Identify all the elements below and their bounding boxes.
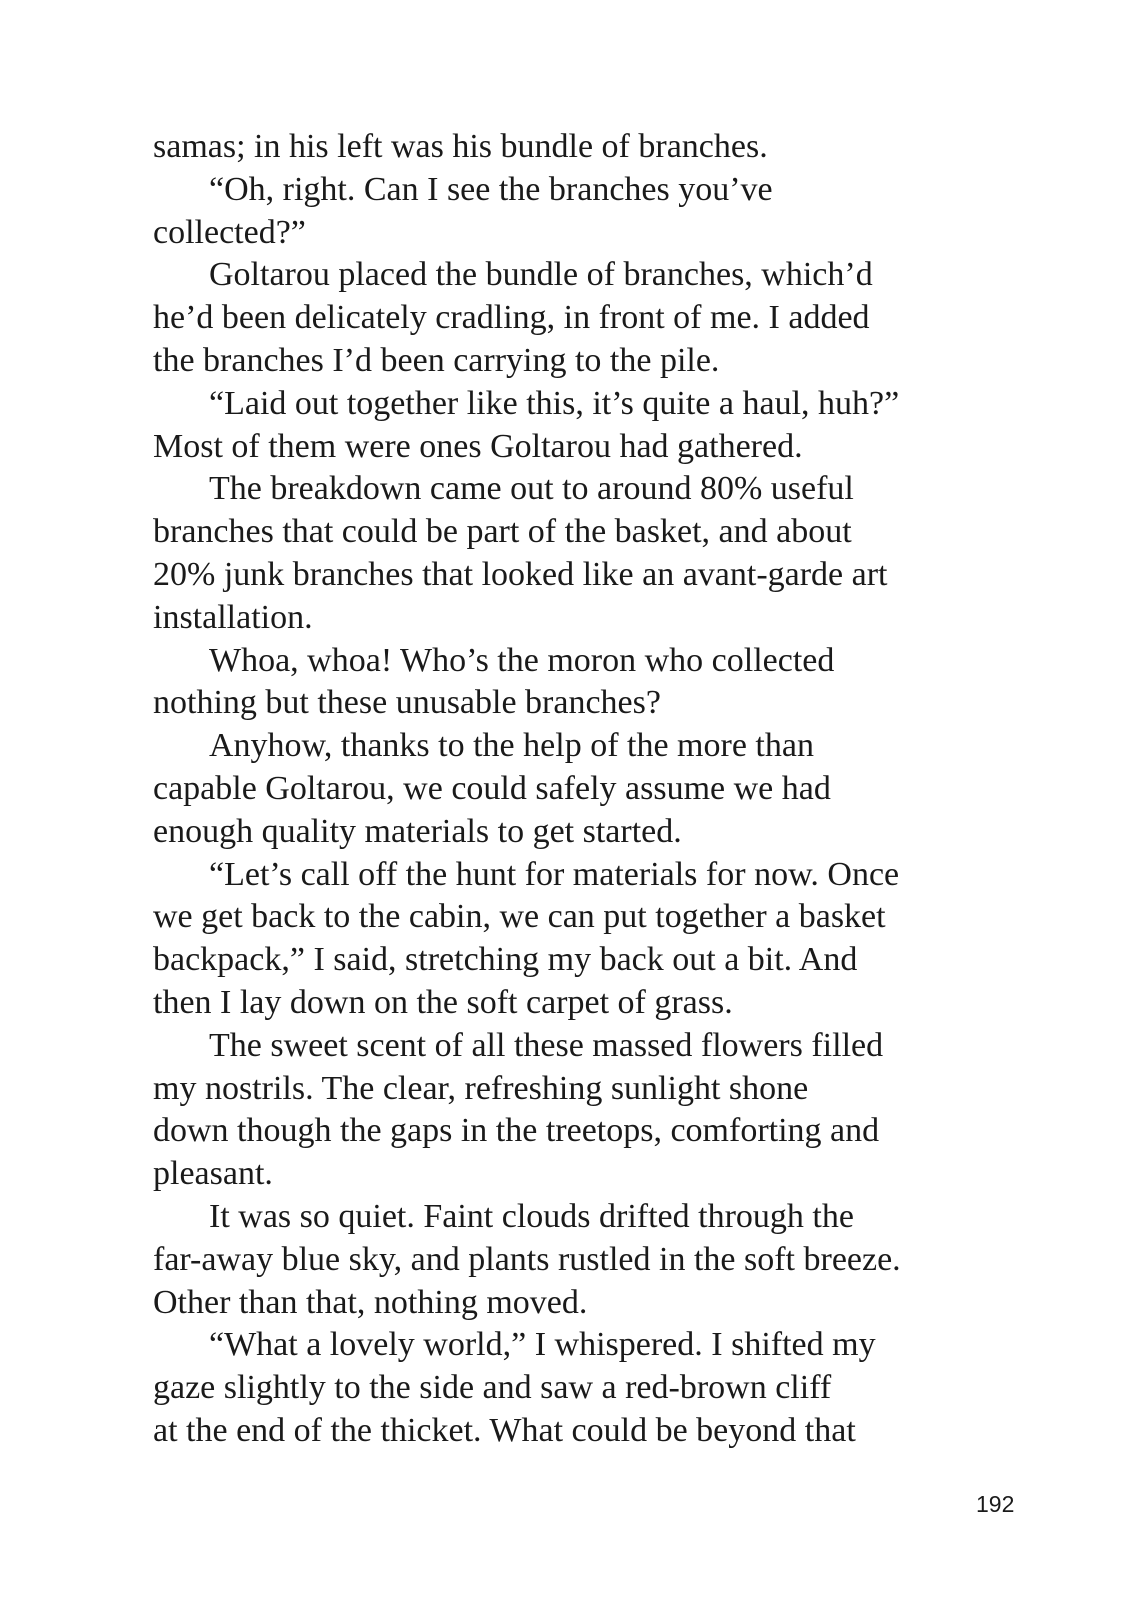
text-line: at the end of the thicket. What could be beyond that xyxy=(153,1411,856,1449)
text-line: The breakdown came out to around 80% useful xyxy=(209,470,854,508)
text-line: branches that could be part of the basket, and about xyxy=(153,513,852,551)
text-line: The sweet scent of all these massed flowers filled xyxy=(209,1026,884,1064)
text-line: down though the gaps in the treetops, comforting and xyxy=(153,1112,880,1150)
text-line: my nostrils. The clear, refreshing sunlight shone xyxy=(153,1069,809,1107)
text-line: Most of them were ones Goltarou had gathered. xyxy=(153,427,803,465)
text-line: gaze slightly to the side and saw a red-brown cliff xyxy=(153,1369,832,1407)
text-line: the branches I’d been carrying to the pile. xyxy=(153,341,720,379)
text-line: “What a lovely world,” I whispered. I shifted my xyxy=(209,1326,876,1364)
text-line: collected?” xyxy=(153,213,306,251)
text-line: far-away blue sky, and plants rustled in the soft breeze. xyxy=(153,1240,901,1278)
text-line: “Let’s call off the hunt for materials for now. Once xyxy=(209,855,900,893)
text-line: enough quality materials to get started. xyxy=(153,812,682,850)
page-number: 192 xyxy=(976,1491,1015,1517)
text-line: “Laid out together like this, it’s quite a haul, huh?” xyxy=(209,384,900,422)
text-line: Anyhow, thanks to the help of the more than xyxy=(209,727,814,765)
text-line: installation. xyxy=(153,598,313,636)
text-line: he’d been delicately cradling, in front of me. I added xyxy=(153,299,870,337)
text-line: then I lay down on the soft carpet of grass. xyxy=(153,983,733,1021)
text-line: Goltarou placed the bundle of branches, which’d xyxy=(209,256,873,294)
text-line: “Oh, right. Can I see the branches you’ve xyxy=(209,170,773,208)
text-line: Other than that, nothing moved. xyxy=(153,1283,588,1321)
text-line: backpack,” I said, stretching my back out a bit. And xyxy=(153,941,858,979)
text-line: It was so quiet. Faint clouds drifted through the xyxy=(209,1197,854,1235)
text-line: 20% junk branches that looked like an avant-garde art xyxy=(153,555,888,593)
text-line: nothing but these unusable branches? xyxy=(153,684,661,722)
text-line: we get back to the cabin, we can put together a basket xyxy=(153,898,886,936)
text-line: Whoa, whoa! Who’s the moron who collected xyxy=(209,641,835,679)
text-line: pleasant. xyxy=(153,1155,273,1193)
text-line: samas; in his left was his bundle of branches. xyxy=(153,128,768,165)
body-text xyxy=(153,126,973,1453)
text-line: capable Goltarou, we could safely assume we had xyxy=(153,769,831,807)
